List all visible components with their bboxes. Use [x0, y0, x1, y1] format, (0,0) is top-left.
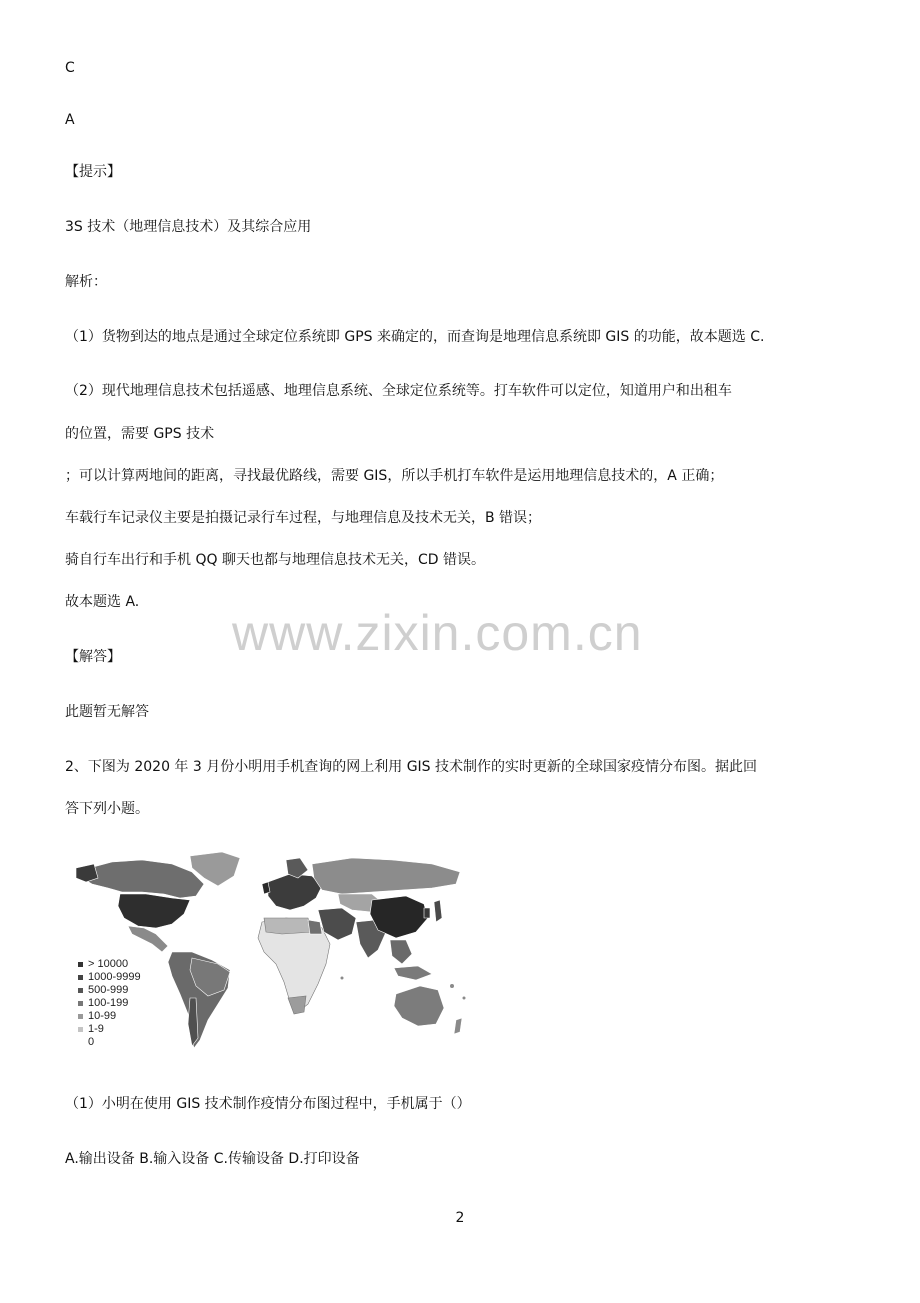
- legend-label: 1-9: [88, 1023, 104, 1035]
- legend-label: 0: [88, 1036, 95, 1048]
- legend-item: [78, 1010, 141, 1023]
- legend-swatch: [78, 1040, 83, 1045]
- map-canada: [82, 860, 204, 898]
- hint-heading: 【提示】: [65, 164, 121, 180]
- question-2-line-2: 答下列小题。: [65, 801, 149, 817]
- legend-label: > 10000: [88, 958, 129, 970]
- map-island: [463, 997, 466, 1000]
- map-russia: [312, 858, 460, 894]
- analysis-2b: 的位置，需要 GPS 技术: [65, 426, 215, 442]
- map-alaska: [76, 864, 98, 882]
- legend-label: 500-999: [88, 984, 129, 996]
- analysis-2c: ；可以计算两地间的距离，寻找最优路线，需要 GIS，所以手机打车软件是运用地理信息技术的，A 正确；: [65, 468, 724, 484]
- page-number: 2: [455, 1210, 465, 1226]
- analysis-2d: 车载行车记录仪主要是拍摄记录行车过程，与地理信息及技术无关，B 错误；: [65, 510, 542, 526]
- analysis-label: 解析：: [65, 274, 107, 290]
- watermark: www.zixin.com.cn: [232, 605, 643, 661]
- map-australia: [394, 986, 444, 1026]
- answer-c: C: [65, 60, 75, 76]
- map-korea: [424, 908, 430, 918]
- analysis-2a: （2）现代地理信息技术包括遥感、地理信息系统、全球定位系统等。打车软件可以定位，知道用户和出租车: [65, 383, 732, 399]
- map-mexico: [128, 926, 168, 952]
- legend-item: [78, 971, 141, 984]
- map-japan: [434, 900, 442, 922]
- map-chile: [188, 998, 198, 1046]
- analysis-1: （1）货物到达的地点是通过全球定位系统即 GPS 来确定的，而查询是地理信息系统即 GIS 的功能，故本题选 C.: [65, 329, 765, 345]
- legend-item: [78, 997, 141, 1010]
- hint-text: 3S 技术（地理信息技术）及其综合应用: [65, 219, 312, 235]
- map-legend: [78, 958, 141, 1049]
- legend-item: [78, 1023, 141, 1036]
- map-egypt: [308, 920, 322, 934]
- legend-swatch: [78, 1001, 83, 1006]
- map-europe: [268, 874, 322, 910]
- legend-swatch: [78, 962, 83, 967]
- legend-label: 1000-9999: [88, 971, 141, 983]
- map-island: [450, 984, 454, 988]
- legend-item: [78, 1036, 141, 1049]
- legend-label: 10-99: [88, 1010, 117, 1022]
- analysis-2f: 故本题选 A.: [65, 594, 140, 610]
- map-island: [341, 977, 344, 980]
- legend-swatch: [78, 988, 83, 993]
- legend-swatch: [78, 1014, 83, 1019]
- legend-label: 100-199: [88, 997, 129, 1009]
- legend-swatch: [78, 975, 83, 980]
- map-southeast-asia: [390, 940, 412, 964]
- analysis-2e: 骑自行车出行和手机 QQ 聊天也都与地理信息技术无关，CD 错误。: [65, 552, 485, 568]
- map-south-africa: [288, 996, 306, 1014]
- map-usa: [118, 894, 190, 928]
- question-2-sub-1: （1）小明在使用 GIS 技术制作疫情分布图过程中，手机属于（）: [65, 1096, 471, 1112]
- map-indonesia: [394, 966, 432, 980]
- answer-a: A: [65, 112, 75, 128]
- answer-heading: 【解答】: [65, 649, 121, 665]
- question-2-line-1: 2、下图为 2020 年 3 月份小明用手机查询的网上利用 GIS 技术制作的实时更新的全球国家疫情分布图。据此回: [65, 759, 758, 775]
- legend-item: [78, 958, 141, 971]
- legend-swatch: [78, 1027, 83, 1032]
- legend-item: [78, 984, 141, 997]
- question-2-options: A.输出设备 B.输入设备 C.传输设备 D.打印设备: [65, 1151, 360, 1167]
- map-north-africa: [264, 918, 312, 934]
- answer-text: 此题暂无解答: [65, 704, 149, 720]
- map-new-zealand: [454, 1018, 462, 1034]
